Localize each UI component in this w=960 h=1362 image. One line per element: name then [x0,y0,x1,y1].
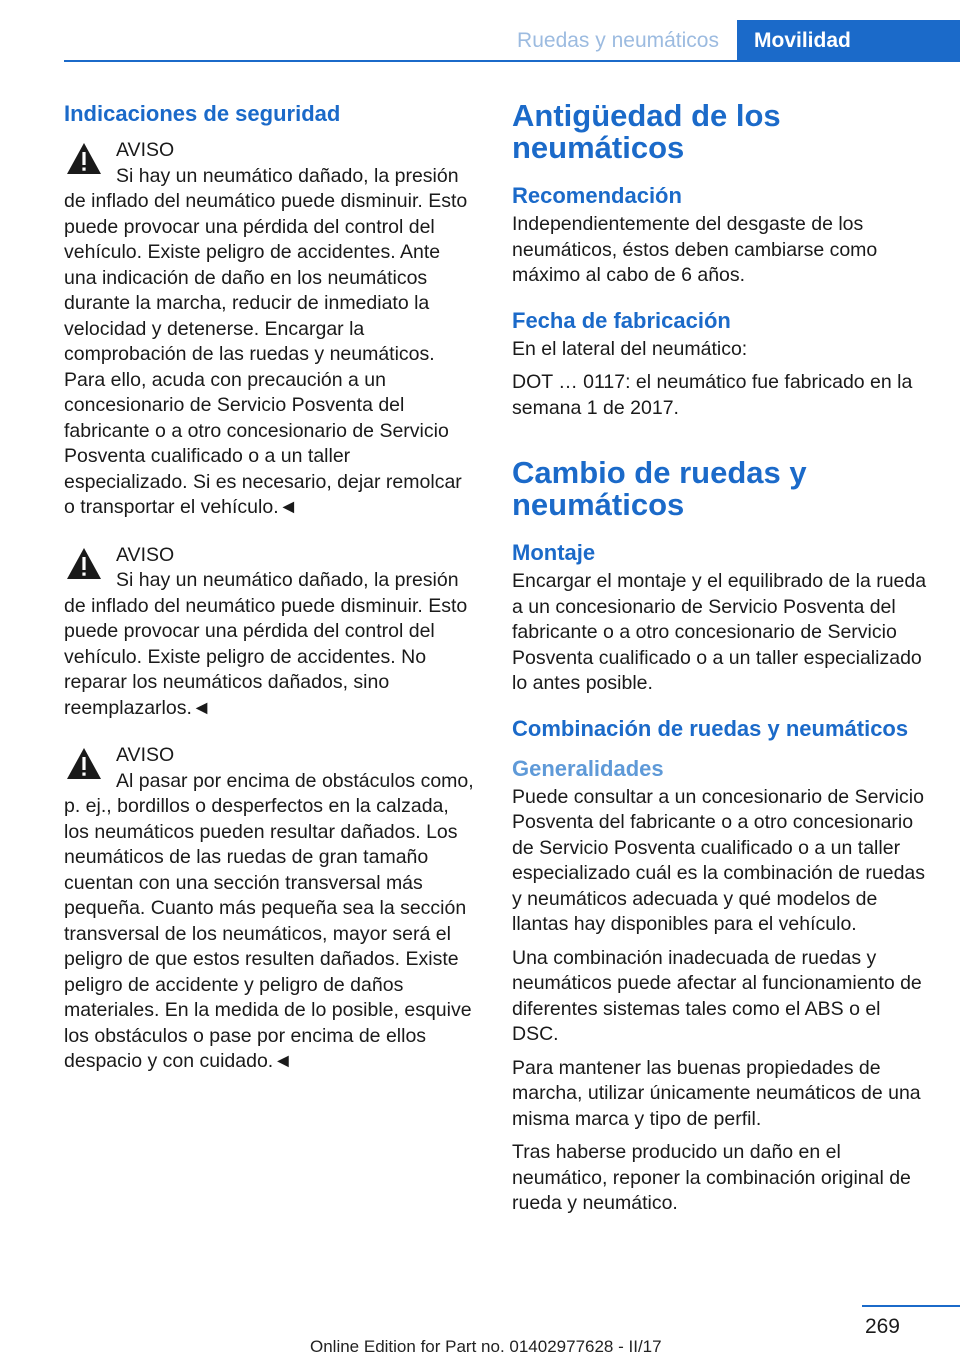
warning-text: Si hay un neumático dañado, la presión de inflado del neumático puede disminuir. Esto puede provocar una pérdida del control del vehículo. Existe peligro de accidentes. Ante una indicación de daño en los neumáticos durante la marcha, reducir de inmediato la velocidad y detenerse. Encargar la comprobación de las ruedas y neumáticos. Para ello, acuda con precaución a un concesionario de Servicio Posventa del fabricante o a otro concesionario de Servicio Posventa cualificado o a un taller especializado. Si es necesario, dejar remolcar o transportar el vehículo.◄ [64,164,468,518]
page-header [0,0,960,62]
manufacture-text: En el lateral del neumático: [512,337,748,360]
warning-title: AVISO [116,139,175,161]
warning-block [64,743,478,1075]
recommendation-text: Independientemente del desgaste de los neumáticos, éstos deben cambiarse como máximo al cabo de 6 años. [512,213,878,286]
general-paragraph: Una combinación inadecuada de ruedas y neumáticos puede afectar al funcionamiento de diferentes sistemas tales como el ABS o el DSC. [512,946,922,1045]
mounting-heading: Montaje [512,540,596,565]
header-section-title: Ruedas y neumáticos [517,29,719,52]
header-chapter-tab: Movilidad [737,20,960,62]
left-column [64,100,478,1097]
general-paragraph: Para mantener las buenas propiedades de marcha, utilizar únicamente neumáticos de una misma marca y tipo de perfil. [512,1056,921,1130]
warning-title: AVISO [116,543,175,566]
warning-text: Al pasar por encima de obstáculos como, p. ej., bordillos o desperfectos en la calzada, los neumáticos pueden resultar dañados. Los neumáticos de las ruedas de gran tamaño cuentan con una sección transversal más pequeña. Cuanto más pequeña sea la sección transversal de los neumáticos, mayor será el peligro de que estos resulten dañados. Existe peligro de accidente y peligro de daños materiales. En la medida de lo posible, esquive los obstáculos o pase por encima de ellos despacio y con cuidado.◄ [64,769,474,1072]
footer-rule [862,1305,960,1307]
warning-triangle-icon [64,544,104,584]
warning-block [64,543,478,722]
warning-triangle-icon [64,744,104,784]
recommendation-heading: Recomendación [512,183,682,208]
combination-heading: Combinación de ruedas y neumáticos [512,715,909,741]
mounting-text: Encargar el montaje y el equilibrado de la rueda a un concesionario de Servicio Posventa del fabricante o a otro concesionario de Servicio Posventa cualificado o a un taller especializado lo antes posible. [512,570,927,694]
tire-age-title: Antigüedad de los neumáticos [512,98,781,165]
right-column [512,100,928,1225]
footer-edition: Online Edition for Part no. 01402977628 - II/17 [310,1337,662,1356]
warning-title: AVISO [116,744,175,766]
dot-code-text: DOT … 0117: el neumático fue fabricado en la semana 1 de 2017. [512,371,913,419]
general-paragraph: Puede consultar a un concesionario de Servicio Posventa del fabricante o a otro concesionario de Servicio Posventa cualificado o a un taller especializado cuál es la combinación de ruedas y neumáticos adecuada y qué modelos de llantas hay disponibles para el vehículo. [512,785,926,935]
general-paragraph: Tras haberse producido un daño en el neumático, reponer la combinación original de rueda y neumático. [512,1141,911,1214]
safety-heading: Indicaciones de seguridad [64,101,341,126]
page-number: 269 [864,1315,900,1338]
manufacture-date-heading: Fecha de fabricación [512,307,731,333]
warning-block [64,138,478,521]
warning-triangle-icon [64,139,104,179]
header-rule [64,60,960,62]
general-heading: Generalidades [512,755,664,781]
wheel-change-title: Cambio de ruedas y neumáticos [512,455,807,522]
warning-text: Si hay un neumático dañado, la presión de inflado del neumático puede disminuir. Esto puede provocar una pérdida del control del vehículo. Existe peligro de accidentes. No reparar los neumáticos dañados, sino reemplazarlos.◄ [64,569,468,719]
